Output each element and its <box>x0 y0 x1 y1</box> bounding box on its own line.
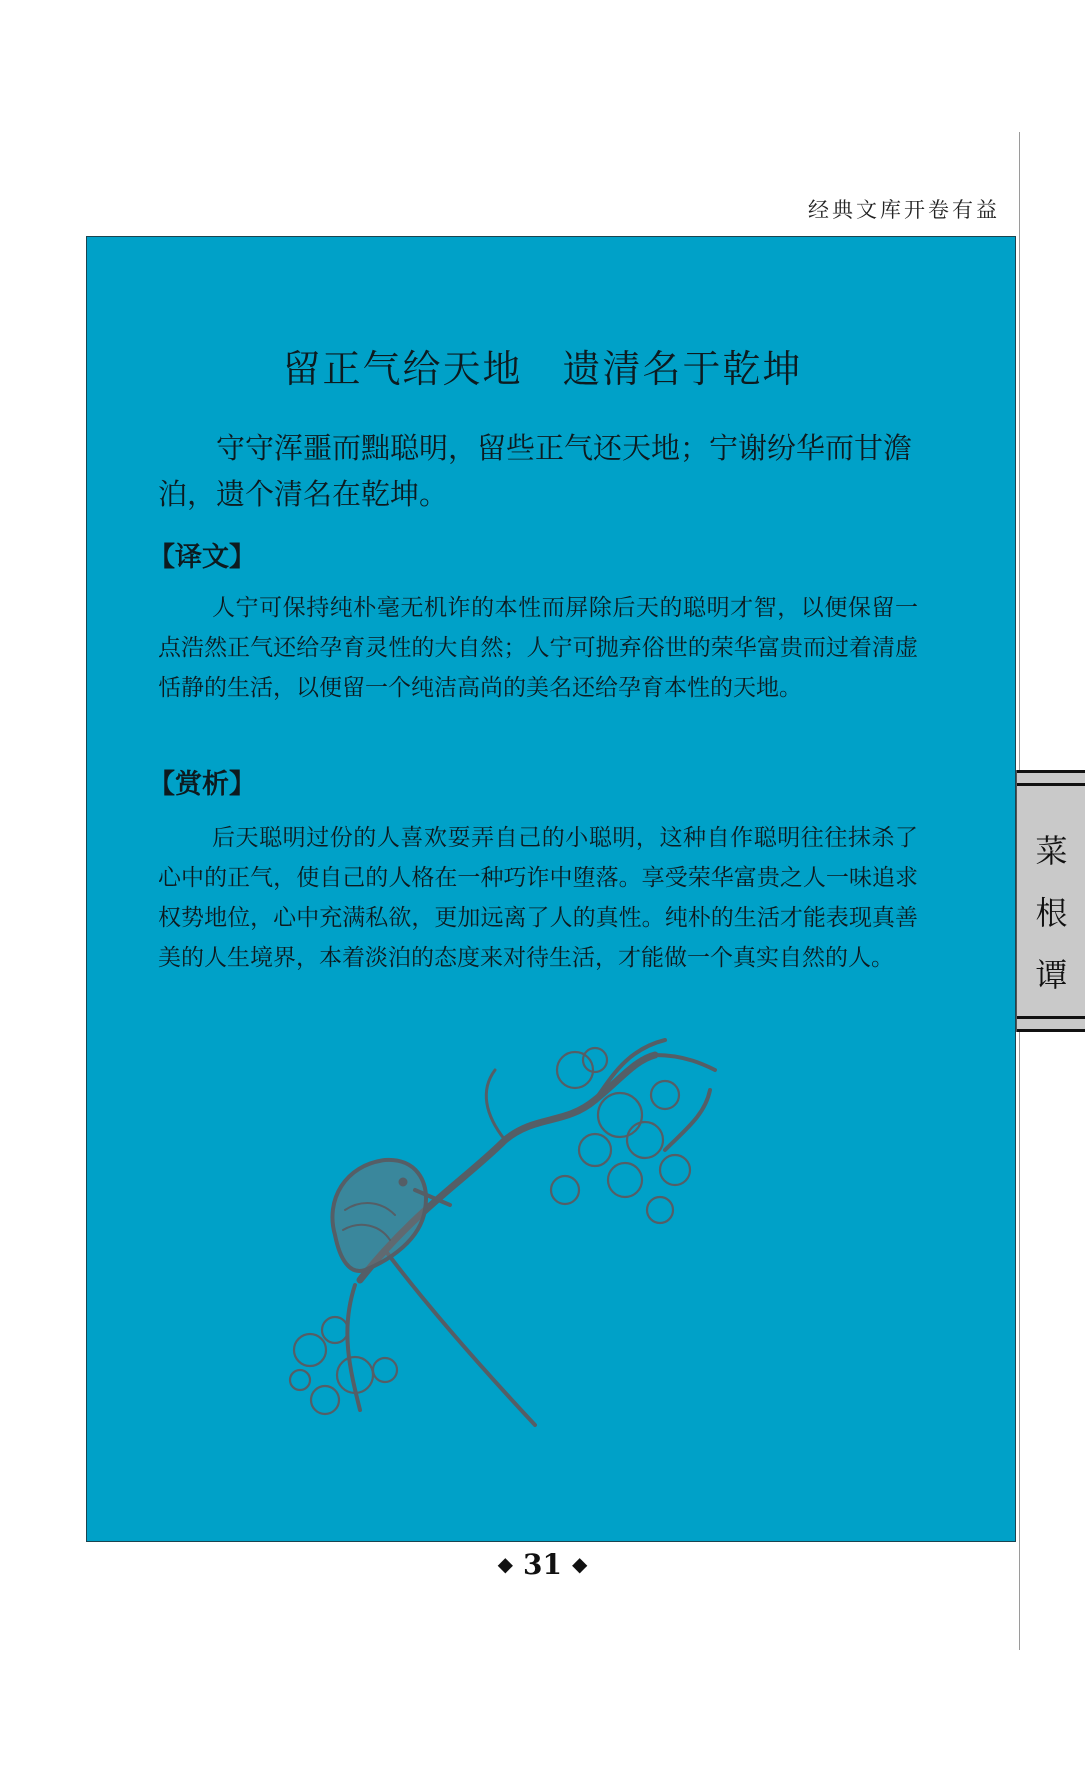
translation-label: 【译文】 <box>148 542 256 573</box>
diamond-right-icon: ◆ <box>571 1552 588 1576</box>
tab-bottom-rule <box>1017 1016 1085 1032</box>
tab-char-2: 根 <box>1035 894 1068 932</box>
original-quote: 守守浑噩而黜聪明，留些正气还天地；宁谢纷华而甘澹泊，遗个清名在乾坤。 <box>158 431 913 511</box>
series-title: 经典文库开卷有益 <box>808 198 1000 222</box>
article-title: 留正气给天地 遗清名于乾坤 <box>282 347 803 391</box>
page-number-footer <box>0 1548 1085 1581</box>
tab-char-3: 谭 <box>1035 956 1068 994</box>
page-number: 31 <box>523 1548 562 1581</box>
tab-top-rule <box>1017 770 1085 786</box>
appreciation-text: 后天聪明过份的人喜欢耍弄自己的小聪明，这种自作聪明往往抹杀了心中的正气，使自己的人格在一种巧诈中堕落。享受荣华富贵之人一味追求权势地位，心中充满私欲，更加远离了人的真性。纯朴的生活才能表现真善美的人生境界，本着淡泊的态度来对待生活，才能做一个真实自然的人。 <box>158 825 918 971</box>
diamond-left-icon: ◆ <box>497 1552 514 1576</box>
bird-blossom-illustration <box>265 1030 805 1450</box>
chapter-side-tab <box>1016 770 1085 1032</box>
tab-char-1: 菜 <box>1035 832 1068 870</box>
translation-text: 人宁可保持纯朴毫无机诈的本性而屏除后天的聪明才智，以便保留一点浩然正气还给孕育灵性的大自然；人宁可抛弃俗世的荣华富贵而过着清虚恬静的生活，以便留一个纯洁高尚的美名还给孕育本性的天地。 <box>158 595 918 701</box>
appreciation-label: 【赏析】 <box>148 769 256 800</box>
